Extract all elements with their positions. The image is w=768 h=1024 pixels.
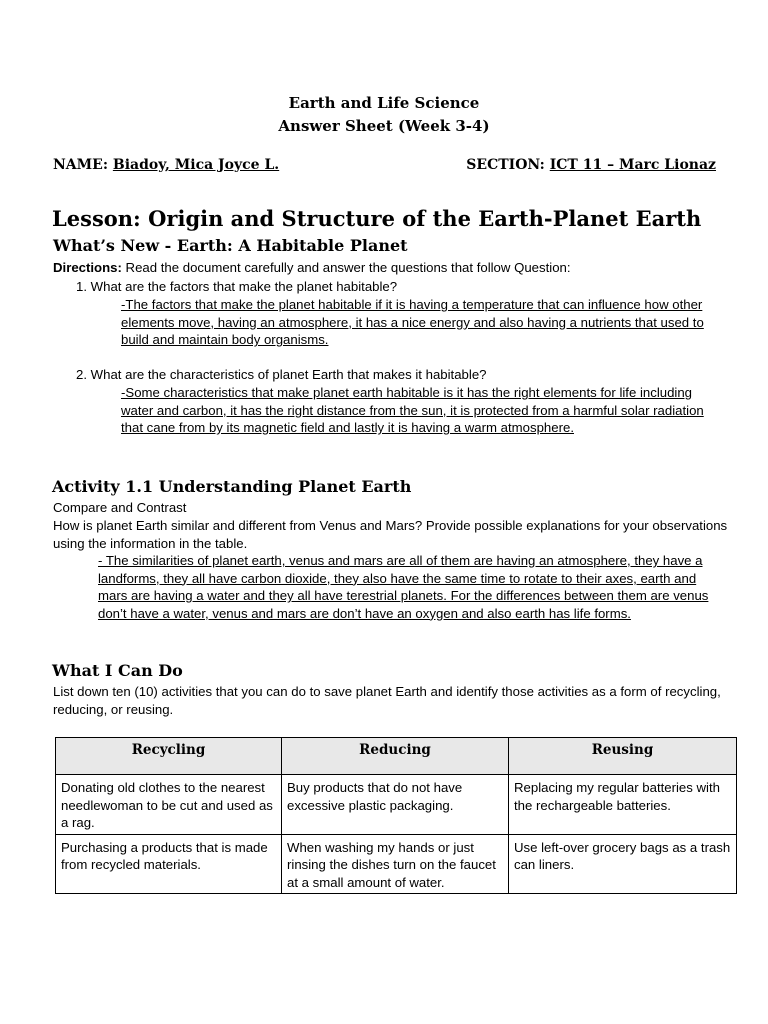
table-row (56, 775, 737, 835)
question-2: 2. What are the characteristics of planet Earth that makes it habitable? (76, 367, 487, 382)
lesson-heading: Lesson: Origin and Structure of the Earth-Planet Earth (52, 206, 702, 231)
table-cell: Buy products that do not have excessive plastic packaging. (282, 775, 509, 835)
table-cell: Purchasing a products that is made from recycled materials. (56, 834, 282, 894)
table-cell: Donating old clothes to the nearest needlewoman to be cut and used as a rag. (56, 775, 282, 835)
directions-label: Directions: (53, 260, 122, 275)
table-cell: When washing my hands or just rinsing the dishes turn on the faucet at a small amount of water. (282, 834, 509, 894)
document-title: Earth and Life Science (288, 94, 480, 112)
table-header-recycling: Recycling (56, 738, 282, 775)
question-1: 1. What are the factors that make the planet habitable? (76, 279, 398, 294)
table-row (56, 834, 737, 894)
activity-heading: Activity 1.1 Understanding Planet Earth (52, 477, 412, 496)
name-value: Biadoy, Mica Joyce L. (112, 157, 280, 173)
table-cell: Use left-over grocery bags as a trash can liners. (509, 834, 737, 894)
answer-2: -Some characteristics that make planet earth habitable is it has the right elements for life including water and carbon, it has the right distance from the sun, it is protected from a harmful solar radiation that cane from by its magnetic field and lastly it is having a warm atmosphere. (121, 385, 704, 435)
activity-subtitle: Compare and Contrast (53, 500, 187, 515)
activity-answer: - The similarities of planet earth, venus and mars are all of them are having an atmosphere, they have a landforms, they all have carbon dioxide, they also have the same time to rotate to their axes, earth and mars are having a water and they all have terestrial planets. For the differences between them are venus don’t have a water, venus and mars are don’t have an oxygen and also earth has life forms. (98, 553, 709, 621)
section-line (466, 157, 716, 173)
table-header-reusing: Reusing (509, 738, 737, 775)
what-i-can-do-heading: What I Can Do (52, 661, 183, 680)
activities-table (55, 737, 737, 894)
directions-text: Read the document carefully and answer the questions that follow Question: (121, 260, 571, 275)
table-cell: Replacing my regular batteries with the rechargeable batteries. (509, 775, 737, 835)
document-subtitle: Answer Sheet (Week 3-4) (278, 117, 490, 135)
whats-new-heading: What’s New - Earth: A Habitable Planet (53, 236, 408, 255)
table-header-reducing: Reducing (282, 738, 509, 775)
name-label: NAME: (53, 157, 108, 173)
table-header-row (56, 738, 737, 775)
section-value: ICT 11 – Marc Lionaz (549, 157, 716, 173)
activity-question: How is planet Earth similar and different from Venus and Mars? Provide possible explanations for your observations using the information in the table. (53, 518, 728, 551)
what-i-can-do-instructions: List down ten (10) activities that you can do to save planet Earth and identify those activities as a form of recycling, reducing, or reusing. (53, 684, 721, 717)
answer-1: -The factors that make the planet habitable if it is having a temperature that can influence how other elements move, having an atmosphere, it has a nice energy and also having a nutrients that used to build and maintain body organisms. (121, 297, 704, 347)
directions-paragraph (53, 259, 733, 277)
name-line (53, 157, 279, 173)
section-label: SECTION: (466, 157, 545, 173)
